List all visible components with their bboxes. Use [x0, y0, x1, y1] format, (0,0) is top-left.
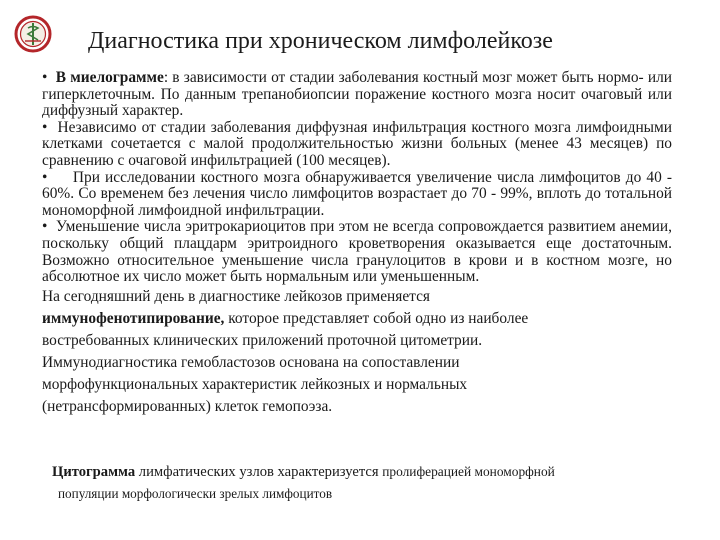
- immuno-text: которое представляет собой одно из наиболее: [224, 309, 529, 327]
- bullet-marker: •: [42, 218, 48, 236]
- bullet-marker: •: [42, 69, 48, 86]
- bullet-marker: •: [42, 118, 48, 136]
- immuno-line: (нетрансформированных) клеток гемопоэза.: [42, 397, 333, 415]
- bullet-lymphocytes: [42, 170, 672, 220]
- bullet-bold-term: В миелограмме: [55, 69, 164, 86]
- bullet-text: Независимо от стадии заболевания диффузная инфильтрация костного мозга лимфоидными клетками сочетается с малой продолжительностью жизни больных (менее 43 месяцев) по сравнению с очаговой инфильтрацией (100 месяцев).: [42, 118, 672, 169]
- immuno-line: Иммунодиагностика гемобластозов основана на сопоставлении: [42, 353, 460, 371]
- bullet-marker: •: [42, 168, 48, 186]
- bullet-text: При исследовании костного мозга обнаруживается увеличение числа лимфоцитов до 40 - 60%. Со временем без лечения число лимфоцитов возрастает до 70 - 99%, вплоть до тотальной мономорфной лимфоидной инфильтрации.: [42, 168, 672, 219]
- medical-emblem-icon: [14, 14, 52, 56]
- cytogram-line-2: популяции морфологически зрелых лимфоцитов: [58, 486, 333, 501]
- bullet-infiltration: [42, 120, 672, 170]
- bullet-myelogram: [42, 70, 672, 120]
- immuno-paragraph: [42, 286, 672, 418]
- cytogram-text-small: пролиферацией мономорфной: [382, 464, 555, 479]
- bullet-text: : в зависимости от стадии заболевания костный мозг может быть нормо- или гиперклеточным. По данным трепанобиопсии поражение костного мозга носит очаговый или диффузный характер.: [42, 69, 672, 120]
- cytogram-text: лимфатических узлов характеризуется: [135, 464, 383, 480]
- immuno-line: [42, 308, 672, 330]
- immuno-bold-term: иммунофенотипирование,: [42, 309, 225, 327]
- immuno-line: На сегодняшний день в диагностике лейкозов применяется: [42, 287, 430, 305]
- immuno-line: востребованных клинических приложений проточной цитометрии.: [42, 331, 483, 349]
- page-title: Диагностика при хроническом лимфолейкозе: [88, 28, 553, 54]
- immuno-line: морфофункциональных характеристик лейкозных и нормальных: [42, 375, 468, 393]
- bullet-erythrokaryocytes: [42, 219, 672, 285]
- cytogram-line: [52, 463, 692, 481]
- bullet-text: Уменьшение числа эритрокариоцитов при этом не всегда сопровождается развитием анемии, поскольку общий плацдарм эритроидного кроветворения оказывается еще достаточным. Возможно относительное уменьшение числа гранулоцитов в крови и в костном мозге, но абсолютное их число может быть нормальным или уменьшенным.: [42, 218, 672, 286]
- cytogram-bold-term: Цитограмма: [52, 464, 136, 480]
- slide-body: [42, 70, 672, 418]
